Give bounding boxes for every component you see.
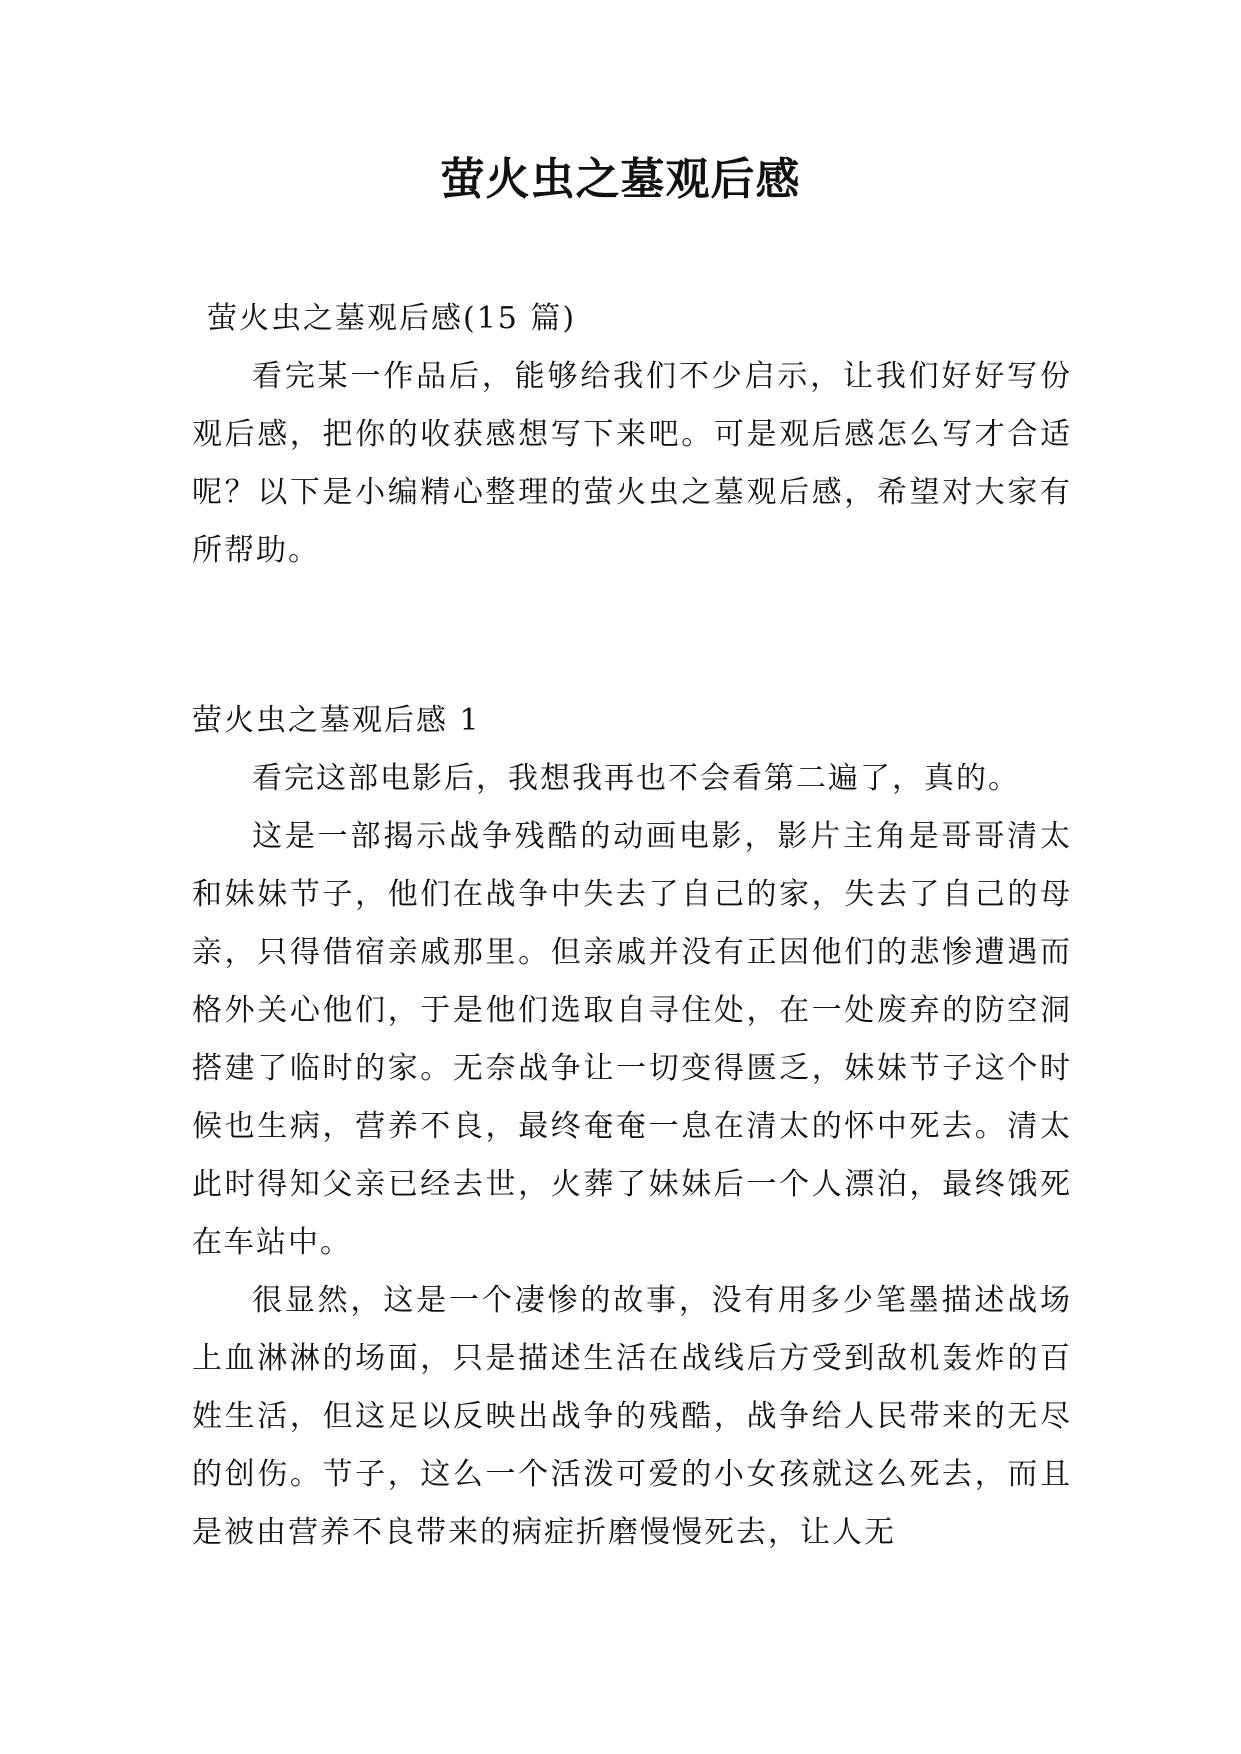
section-paragraph-3: 很显然，这是一个凄惨的故事，没有用多少笔墨描述战场上血淋淋的场面，只是描述生活在战线后方受到敌机轰炸的百姓生活，但这足以反映出战争的残酷，战争给人民带来的无尽的创伤。节子，这么一个活泼可爱的小女孩就这么死去，而且是被由营养不良带来的病症折磨慢慢死去，让人无 <box>192 1283 1072 1550</box>
document-body <box>192 290 1072 1562</box>
section-heading: 萤火虫之墓观后感 1 <box>192 703 481 738</box>
intro-paragraph: 看完某一作品后，能够给我们不少启示，让我们好好写份观后感，把你的收获感想写下来吧。可是观后感怎么写才合适呢？以下是小编精心整理的萤火虫之墓观后感，希望对大家有所帮助。 <box>192 359 1072 568</box>
document-subtitle: 萤火虫之墓观后感(15 篇) <box>207 301 577 336</box>
section-paragraph-1: 看完这部电影后，我想我再也不会看第二遍了，真的。 <box>252 761 1020 796</box>
section-paragraph-2: 这是一部揭示战争残酷的动画电影，影片主角是哥哥清太和妹妹节子，他们在战争中失去了自己的家，失去了自己的母亲，只得借宿亲戚那里。但亲戚并没有正因他们的悲惨遭遇而格外关心他们，于是他们选取自寻住处，在一处废弃的防空洞搭建了临时的家。无奈战争让一切变得匮乏，妹妹节子这个时候也生病，营养不良，最终奄奄一息在清太的怀中死去。清太此时得知父亲已经去世，火葬了妹妹后一个人漂泊，最终饿死在车站中。 <box>192 819 1072 1260</box>
document-title: 萤火虫之墓观后感 <box>440 154 801 205</box>
